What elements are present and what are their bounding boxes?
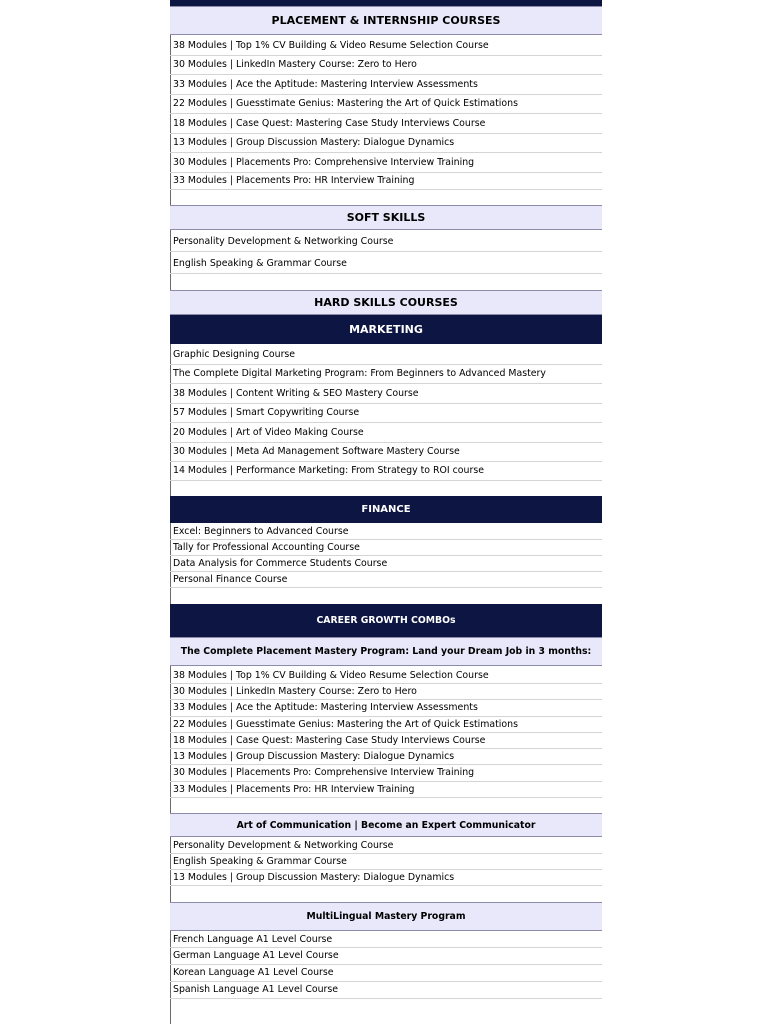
finance-course-item: Data Analysis for Commerce Students Course: [170, 556, 602, 572]
placement-program-item: 30 Modules | Placements Pro: Comprehensive Interview Training: [170, 765, 602, 782]
placement-course-item: 18 Modules | Case Quest: Mastering Case Study Interviews Course: [170, 114, 602, 134]
communication-program-item: 13 Modules | Group Discussion Mastery: Dialogue Dynamics: [170, 870, 602, 886]
marketing-course-item: 57 Modules | Smart Copywriting Course: [170, 404, 602, 423]
marketing-course-item: The Complete Digital Marketing Program: From Beginners to Advanced Mastery: [170, 365, 602, 384]
placement-program-item: 38 Modules | Top 1% CV Building & Video Resume Selection Course: [170, 668, 602, 684]
placement-course-item: 38 Modules | Top 1% CV Building & Video Resume Selection Course: [170, 36, 602, 56]
finance-course-item: Personal Finance Course: [170, 572, 602, 588]
placement-course-item: 30 Modules | LinkedIn Mastery Course: Zero to Hero: [170, 56, 602, 75]
placement-course-item: 33 Modules | Placements Pro: HR Interview Training: [170, 173, 602, 190]
course-sheet: [170, 0, 602, 1024]
communication-program-item: English Speaking & Grammar Course: [170, 854, 602, 870]
multilingual-program-header: MultiLingual Mastery Program: [170, 902, 602, 931]
multilingual-program-item: Spanish Language A1 Level Course: [170, 982, 602, 999]
placement-program-item: 13 Modules | Group Discussion Mastery: Dialogue Dynamics: [170, 749, 602, 765]
communication-program-header: Art of Communication | Become an Expert Communicator: [170, 813, 602, 837]
career-growth-header: CAREER GROWTH COMBOs: [170, 604, 602, 637]
marketing-course-item: 38 Modules | Content Writing & SEO Mastery Course: [170, 384, 602, 404]
placement-course-item: 30 Modules | Placements Pro: Comprehensive Interview Training: [170, 153, 602, 173]
multilingual-program-item: German Language A1 Level Course: [170, 948, 602, 965]
placement-course-item: 33 Modules | Ace the Aptitude: Mastering Interview Assessments: [170, 75, 602, 95]
soft-skills-header: SOFT SKILLS: [170, 205, 602, 230]
multilingual-program-item: French Language A1 Level Course: [170, 932, 602, 948]
soft-skills-item: English Speaking & Grammar Course: [170, 255, 602, 274]
placement-course-item: 22 Modules | Guesstimate Genius: Mastering the Art of Quick Estimations: [170, 95, 602, 114]
communication-program-item: Personality Development & Networking Course: [170, 838, 602, 854]
placement-program-item: 18 Modules | Case Quest: Mastering Case Study Interviews Course: [170, 733, 602, 749]
placement-program-item: 22 Modules | Guesstimate Genius: Mastering the Art of Quick Estimations: [170, 717, 602, 733]
placement-course-item: 13 Modules | Group Discussion Mastery: Dialogue Dynamics: [170, 134, 602, 153]
placement-program-item: 33 Modules | Placements Pro: HR Interview Training: [170, 782, 602, 798]
marketing-course-item: 20 Modules | Art of Video Making Course: [170, 423, 602, 443]
multilingual-program-item: Korean Language A1 Level Course: [170, 965, 602, 982]
finance-course-item: Excel: Beginners to Advanced Course: [170, 524, 602, 540]
placement-program-item: 30 Modules | LinkedIn Mastery Course: Zero to Hero: [170, 684, 602, 700]
placement-program-item: 33 Modules | Ace the Aptitude: Mastering Interview Assessments: [170, 700, 602, 717]
hard-skills-header: HARD SKILLS COURSES: [170, 290, 602, 315]
finance-header: FINANCE: [170, 496, 602, 523]
marketing-header: MARKETING: [170, 315, 602, 344]
soft-skills-item: Personality Development & Networking Course: [170, 233, 602, 252]
finance-course-item: Tally for Professional Accounting Course: [170, 540, 602, 556]
marketing-course-item: 14 Modules | Performance Marketing: From Strategy to ROI course: [170, 462, 602, 481]
placement-program-header: The Complete Placement Mastery Program: Land your Dream Job in 3 months:: [170, 637, 602, 666]
marketing-course-item: 30 Modules | Meta Ad Management Software Mastery Course: [170, 443, 602, 462]
placement-section-header: PLACEMENT & INTERNSHIP COURSES: [170, 6, 602, 35]
marketing-course-item: Graphic Designing Course: [170, 345, 602, 365]
